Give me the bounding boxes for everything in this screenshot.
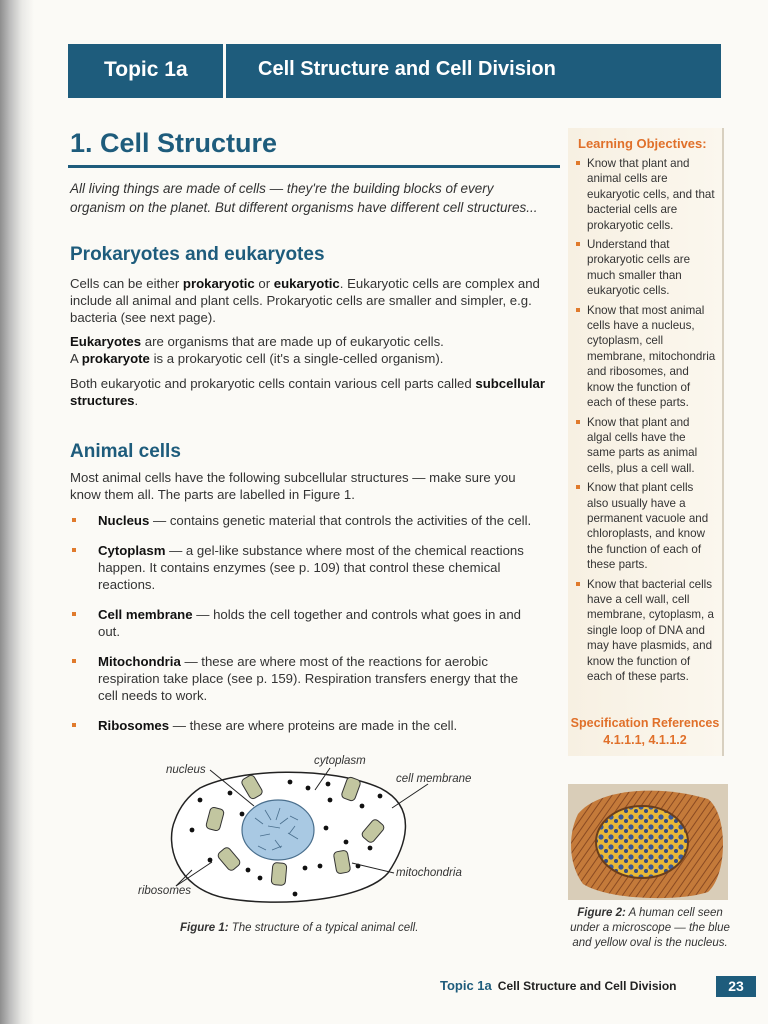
book-spine-shadow — [0, 0, 34, 1024]
bullet-cell-membrane: Cell membrane — holds the cell together and controls what goes in and out. — [72, 606, 532, 640]
objective-item: Understand that prokaryotic cells are much smaller than eukaryotic cells. — [576, 237, 716, 299]
bullet-mitochondria: Mitochondria — these are where most of the reactions for aerobic respiration take place (see p. 159). Respiration transfers energy that the cell needs to work. — [72, 653, 532, 704]
animal-structures-list — [72, 512, 532, 747]
banner-topic: Topic 1a — [104, 58, 188, 81]
label-nucleus: nucleus — [166, 764, 206, 776]
animal-cell-diagram — [130, 748, 490, 918]
objective-item: Know that plant cells also usually have a permanent vacuole and chloroplasts, and know the function of each of these parts. — [576, 480, 716, 572]
title-rule — [68, 165, 560, 168]
micrograph-image — [568, 784, 728, 900]
banner-title: Cell Structure and Cell Division — [258, 58, 556, 80]
objectives-list — [576, 156, 716, 688]
figure1-caption: Figure 1: The structure of a typical animal cell. — [180, 922, 419, 934]
label-cell-membrane: cell membrane — [396, 773, 472, 785]
micrograph-nucleus — [596, 806, 688, 878]
footer-topic: Topic 1a — [440, 978, 492, 993]
footer-title: Cell Structure and Cell Division — [497, 979, 677, 993]
heading-animal-cells: Animal cells — [70, 441, 181, 462]
para-eukaryotes: Eukaryotes are organisms that are made up of eukaryotic cells. A prokaryote is a prokaryotic cell (it's a single-celled organism). — [70, 334, 444, 366]
objective-item: Know that plant and algal cells have the same parts as animal cells, plus a cell wall. — [576, 415, 716, 477]
para-subcellular: Both eukaryotic and prokaryotic cells contain various cell parts called subcellular structures. — [70, 376, 545, 408]
label-ribosomes: ribosomes — [138, 885, 192, 897]
figure2-caption: Figure 2: A human cell seen under a microscope — the blue and yellow oval is the nucleus. — [570, 907, 730, 949]
page-footer — [440, 978, 677, 993]
topic-banner — [68, 44, 721, 98]
intro-text: All living things are made of cells — they're the building blocks of every organism on the planet. But different organisms have different cell structures... — [70, 181, 538, 215]
objective-item: Know that bacterial cells have a cell wall, cell membrane, cytoplasm, a single loop of DNA and may have plasmids, and know the function of each of these parts. — [576, 577, 716, 685]
specification-references-title: Specification References — [570, 716, 720, 730]
para-cells-either: Cells can be either prokaryotic or eukaryotic. Eukaryotic cells are complex and include all animal and plant cells. Prokaryotic cells are smaller and simpler, e.g. bacteria (see next page). — [70, 276, 540, 325]
bullet-ribosomes: Ribosomes — these are where proteins are made in the cell. — [72, 717, 532, 734]
bullet-cytoplasm: Cytoplasm — a gel-like substance where most of the chemical reactions happen. It contains enzymes (see p. 109) that control these chemical reactions. — [72, 542, 532, 593]
para-animal-intro: Most animal cells have the following subcellular structures — make sure you know them all. The parts are labelled in Figure 1. — [70, 470, 516, 502]
objective-item: Know that most animal cells have a nucleus, cytoplasm, cell membrane, mitochondria and ribosomes, and know the function of each of these parts. — [576, 303, 716, 411]
label-cytoplasm: cytoplasm — [314, 755, 366, 767]
specification-references: 4.1.1.1, 4.1.1.2 — [603, 733, 687, 747]
heading-prokaryotes: Prokaryotes and eukaryotes — [70, 244, 325, 265]
page-title: 1. Cell Structure — [70, 128, 278, 158]
nucleus-shape — [242, 800, 314, 860]
objective-item: Know that plant and animal cells are eukaryotic cells, and that bacterial cells are prokaryotic cells. — [576, 156, 716, 233]
label-mitochondria: mitochondria — [396, 867, 462, 879]
bullet-nucleus: Nucleus — contains genetic material that controls the activities of the cell. — [72, 512, 532, 529]
learning-objectives-title: Learning Objectives: — [578, 136, 707, 151]
learning-objectives-box — [568, 128, 724, 756]
banner-divider — [223, 44, 226, 98]
page-number: 23 — [716, 976, 756, 997]
